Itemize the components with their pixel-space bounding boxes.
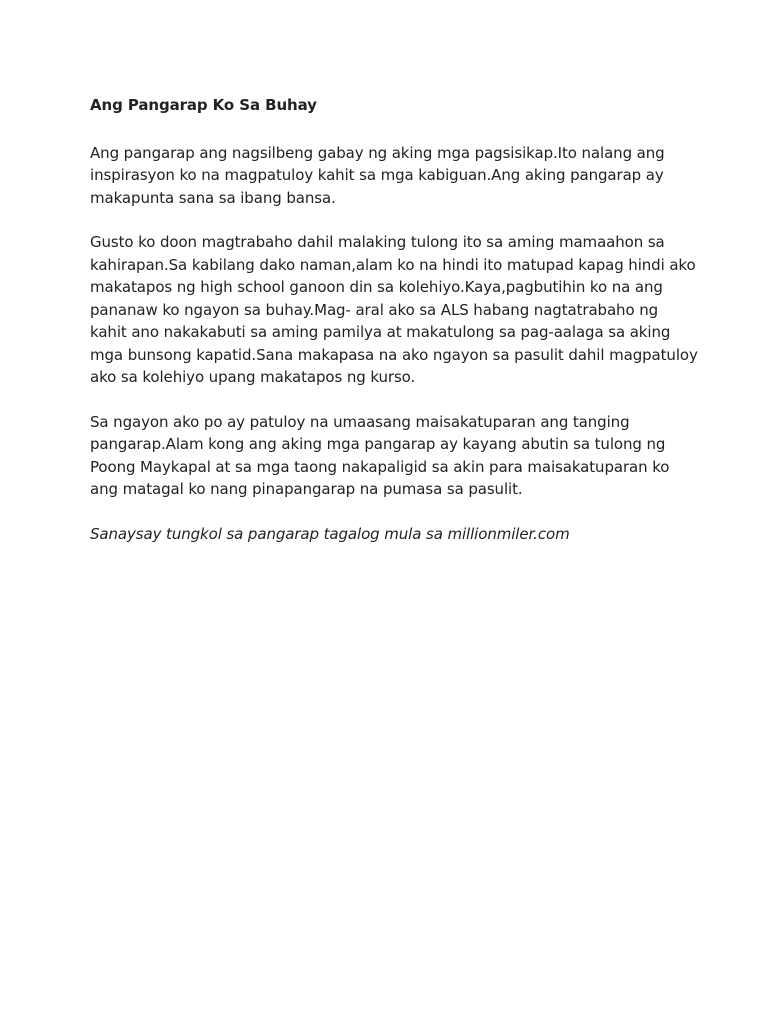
paragraph-line: makatapos ng high school ganoon din sa kolehiyo.Kaya,pagbutihin ko na ang	[90, 278, 663, 296]
paragraph-line: makapunta sana sa ibang bansa.	[90, 188, 336, 207]
paragraph-line: Sa ngayon ako po ay patuloy na umaasang maisakatuparan ang tanging	[90, 412, 630, 431]
paragraph-line: pangarap.Alam kong ang aking mga pangarap ay kayang abutin sa tulong ng	[90, 435, 666, 453]
paragraph-line: mga bunsong kapatid.Sana makapasa na ako ngayon sa pasulit dahil magpatuloy	[90, 345, 698, 364]
paragraph-line: inspirasyon ko na magpatuloy kahit sa mga kabiguan.Ang aking pangarap ay	[90, 166, 664, 184]
source-credit: Sanaysay tungkol sa pangarap tagalog mula sa millionmiler.com	[90, 524, 570, 543]
paragraph-line: kahirapan.Sa kabilang dako naman,alam ko na hindi ito matupad kapag hindi ako	[90, 255, 696, 274]
paragraph-line: pananaw ko ngayon sa buhay.Mag- aral ako sa ALS habang nagtatrabaho ng	[90, 300, 659, 319]
document-body	[90, 94, 698, 545]
document-title: Ang Pangarap Ko Sa Buhay	[90, 96, 317, 114]
paragraph-line: Poong Maykapal at sa mga taong nakapaligid sa akin para maisakatuparan ko	[90, 457, 670, 476]
paragraph-1	[90, 142, 690, 210]
paragraph-line: Ang pangarap ang nagsilbeng gabay ng aking mga pagsisikap.Ito nalang ang	[90, 143, 665, 162]
paragraph-3	[90, 411, 690, 501]
paragraph-line: ang matagal ko nang pinapangarap na pumasa sa pasulit.	[90, 480, 523, 498]
paragraph-line: ako sa kolehiyo upang makatapos ng kurso.	[90, 368, 416, 386]
paragraph-line: Gusto ko doon magtrabaho dahil malaking tulong ito sa aming mamaahon sa	[90, 233, 665, 251]
paragraph-2	[90, 231, 698, 389]
paragraph-line: kahit ano nakakabuti sa aming pamilya at makatulong sa pag-aalaga sa aking	[90, 323, 671, 341]
